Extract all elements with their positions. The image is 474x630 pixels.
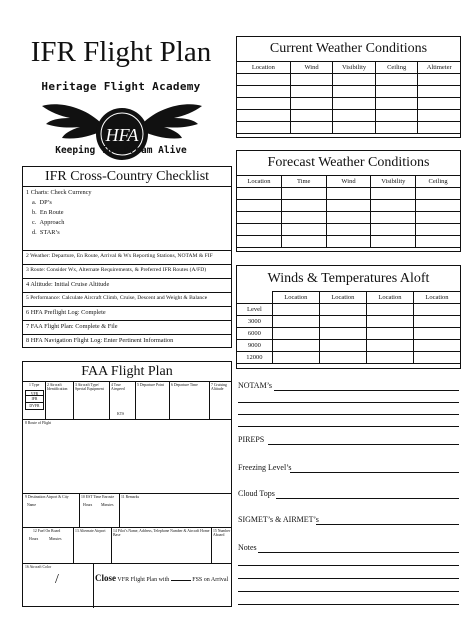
pireps-label: PIREPS (238, 435, 265, 444)
corner-cell (237, 292, 273, 304)
level-value: 12000 (237, 352, 273, 364)
type-dvfr[interactable]: DVFR (25, 403, 44, 410)
close-flight-plan-line (95, 573, 228, 583)
subitem-text: STAR’s (39, 229, 60, 236)
column-header: Ceiling (416, 176, 461, 188)
table-row[interactable] (237, 316, 461, 328)
table-header-row (237, 62, 461, 74)
table-row[interactable] (237, 74, 461, 86)
checklist-box (22, 166, 232, 348)
logo-letters: HFA (105, 125, 139, 145)
column-header: Visibility (371, 176, 416, 188)
notes-label: Notes (238, 543, 257, 552)
checklist-item-4: 4 Altitude: Initial Cruise Altitude (23, 278, 231, 290)
notes-line[interactable] (258, 552, 459, 553)
checklist-subitem-b (26, 208, 231, 218)
current-weather-box (236, 36, 461, 138)
fuel-hours: Hours (29, 537, 39, 541)
type-options (25, 390, 44, 410)
academy-name: Heritage Flight Academy (41, 80, 201, 93)
faa-flight-plan-box (22, 361, 232, 607)
field-type: 1 Type (29, 383, 40, 387)
subitem-letter: a. (32, 199, 37, 206)
field-true-airspeed[interactable]: 4 True Airspeed (111, 383, 125, 392)
notams-line[interactable] (274, 390, 459, 391)
column-header: Location (413, 292, 460, 304)
est-minutes: Minutes (101, 503, 114, 507)
current-weather-title: Current Weather Conditions (269, 41, 428, 56)
subitem-text: DP’s (39, 199, 52, 206)
checklist-item-5: 5 Performance: Calculate Aircraft Climb, Cruise, Descent and Weight & Balance (23, 292, 231, 304)
forecast-weather-box (236, 150, 461, 252)
type-vfr[interactable]: VFR (25, 390, 44, 396)
table-row[interactable] (237, 212, 461, 224)
table-row[interactable] (237, 236, 461, 248)
field-aircraft-type[interactable]: 3 Aircraft Type/ Special Equipment (75, 383, 104, 392)
level-value: 6000 (237, 328, 273, 340)
field-cruising-altitude[interactable]: 7 Cruising Altitude (211, 383, 227, 392)
field-alternate-airport[interactable]: 13 Alternate Airport (75, 529, 106, 533)
checklist-subitem-d (26, 228, 231, 238)
fuel-minutes: Minutes (49, 537, 62, 541)
checklist-item-6: 6 HFA Preflight Log: Complete (23, 306, 231, 318)
column-header: Location (319, 292, 366, 304)
cloud-tops-line[interactable] (276, 498, 459, 499)
checklist-item-7: 7 FAA Flight Plan: Complete & File (23, 320, 231, 332)
field-destination[interactable]: 9 Destination Airport & City (25, 495, 69, 499)
column-header: Wind (326, 176, 371, 188)
table-row[interactable] (237, 122, 461, 134)
subitem-letter: b. (32, 209, 37, 216)
table-row[interactable] (237, 200, 461, 212)
level-label: Level (237, 304, 273, 316)
table-row[interactable] (237, 352, 461, 364)
field-pilot-info[interactable]: 14 Pilot’s Name, Address, Telephone Number & Aircraft Home Base (113, 529, 210, 538)
pireps-line[interactable] (268, 444, 459, 445)
slash-mark: / (55, 572, 59, 587)
winds-aloft-box (236, 265, 461, 369)
forecast-weather-title: Forecast Weather Conditions (267, 155, 430, 170)
faa-title: FAA Flight Plan (81, 364, 173, 379)
table-header-row (237, 176, 461, 188)
notes-box (232, 377, 463, 615)
winds-aloft-title: Winds & Temperatures Aloft (267, 271, 430, 286)
table-row[interactable] (237, 188, 461, 200)
close-end: FSS on Arrival (192, 577, 229, 583)
subitem-letter: d. (32, 229, 37, 236)
field-est-time[interactable]: 10 EST Time Enroute (81, 495, 115, 499)
field-departure-time[interactable]: 6 Departure Time (171, 383, 198, 387)
destination-name: Name (27, 503, 37, 507)
forecast-weather-table (236, 175, 461, 248)
field-departure-point[interactable]: 5 Departure Point (137, 383, 164, 387)
subitem-text: En Route (39, 209, 64, 216)
checklist-title: IFR Cross-Country Checklist (44, 169, 210, 184)
checklist-item-8: 8 HFA Navigation Flight Log: Enter Pertinent Information (23, 334, 231, 346)
checklist-subitem-a (26, 198, 231, 208)
est-hours: Hours (83, 503, 93, 507)
field-number-aboard[interactable]: 15 Number Aboard (213, 529, 231, 538)
tagline: Keeping The Dream Alive (55, 145, 187, 156)
column-header: Altimeter (418, 62, 461, 74)
field-fuel-on-board[interactable]: 12 Fuel On Board (33, 529, 61, 533)
close-word: Close (95, 573, 116, 583)
freezing-label: Freezing Level’s (238, 463, 292, 472)
winds-aloft-table (236, 291, 461, 364)
column-header: Location (237, 62, 291, 74)
field-route[interactable]: 8 Route of Flight (25, 421, 52, 425)
column-header: Location (366, 292, 413, 304)
table-row[interactable] (237, 224, 461, 236)
level-value: 3000 (237, 316, 273, 328)
level-value: 9000 (237, 340, 273, 352)
table-row (237, 304, 461, 316)
column-header: Ceiling (375, 62, 418, 74)
column-header: Visibility (333, 62, 376, 74)
checklist-item-2: 2 Weather: Departure, En Route, Arrival & Wx Reporting Stations, NOTAM & FIF (23, 250, 231, 262)
column-header: Location (272, 292, 319, 304)
page-title: IFR Flight Plan (30, 36, 212, 68)
freezing-line[interactable] (290, 472, 459, 473)
table-row[interactable] (237, 98, 461, 110)
header-box (10, 34, 232, 163)
sigmets-label: SIGMET’s & AIRMET’s (238, 515, 319, 524)
subitem-letter: c. (32, 219, 37, 226)
field-aircraft-color[interactable]: 16 Aircraft Color (25, 565, 52, 569)
field-remarks[interactable]: 11 Remarks (121, 495, 140, 499)
table-header-row (237, 292, 461, 304)
cloud-tops-label: Cloud Tops (238, 489, 275, 498)
sigmets-line[interactable] (316, 524, 459, 525)
column-header: Wind (290, 62, 333, 74)
type-ifr[interactable]: IFR (25, 396, 44, 403)
kts-label: KTS (117, 412, 125, 416)
table-row[interactable] (237, 328, 461, 340)
checklist-item-1 (23, 186, 231, 250)
table-row[interactable] (237, 340, 461, 352)
checklist-item-3: 3 Route: Consider Wx, Alternate Requirements, & Preferred IFR Routes (A/FD) (23, 264, 231, 276)
current-weather-table (236, 61, 461, 134)
column-header: Location (237, 176, 282, 188)
field-aircraft-id[interactable]: 2 Aircraft Identification (47, 383, 68, 392)
subitem-text: Approach (39, 219, 65, 226)
table-row[interactable] (237, 86, 461, 98)
notams-label: NOTAM’s (238, 381, 273, 390)
table-row[interactable] (237, 110, 461, 122)
checklist-item-1-label: 1 Charts: Check Currency (26, 189, 92, 196)
close-mid: VFR Flight Plan with (117, 577, 170, 583)
column-header: Time (281, 176, 326, 188)
checklist-subitem-c (26, 218, 231, 228)
close-blank[interactable] (171, 580, 191, 581)
